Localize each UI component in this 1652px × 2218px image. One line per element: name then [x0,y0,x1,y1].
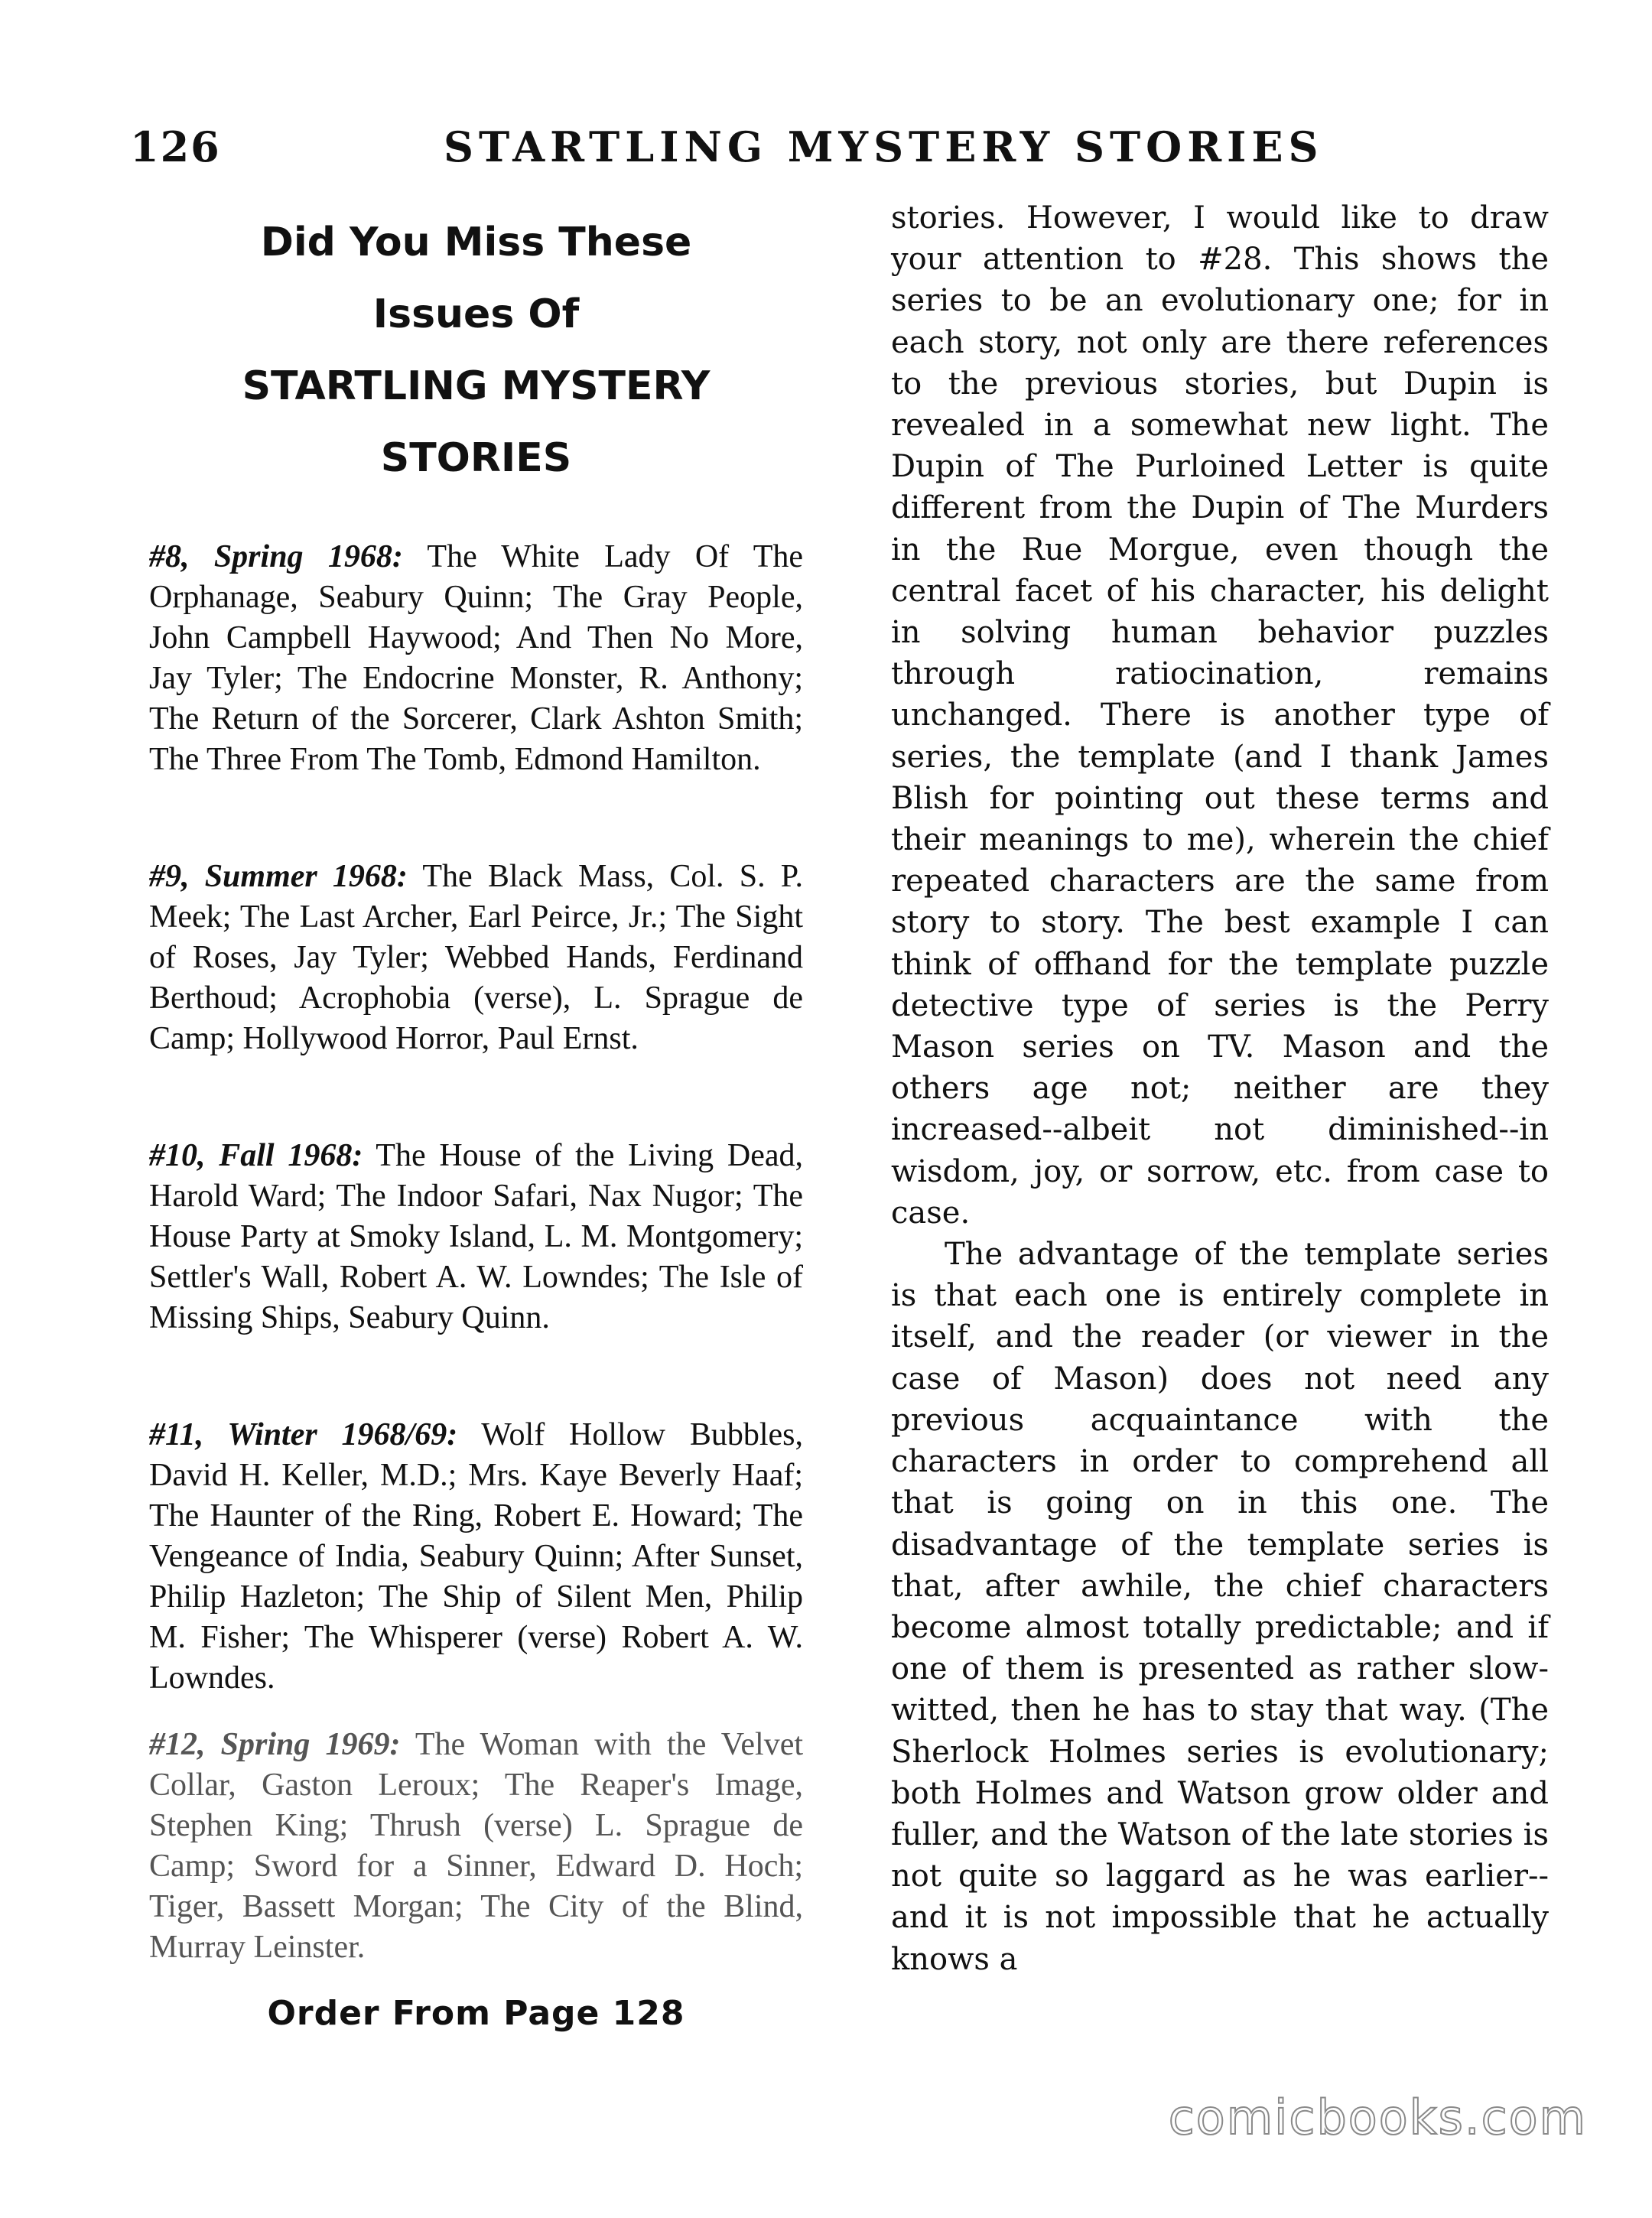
issue-entry-10 [149,1136,803,1338]
page-number: 126 [130,122,221,171]
issue-contents: The Black Mass, Col. S. P. Meek; The Last Archer, Earl Peirce, Jr.; The Sight of Roses, Jay Tyler; Webbed Hands, Ferdinand Berthoud; Acrophobia (verse), L. Sprague de Camp; Hollywood Horror, Paul Ernst. [149,859,803,1056]
ad-title-line: STARTLING MYSTERY [242,363,711,409]
issue-contents: Wolf Hollow Bubbles, David H. Keller, M.D.; Mrs. Kaye Beverly Haaf; The Haunter of the Ring, Robert E. Howard; The Vengeance of India, Seabury Quinn; After Sunset, Philip Hazleton; The Ship of Silent Men, Philip M. Fisher; The Whisperer (verse) Robert A. W. Lowndes. [149,1417,803,1696]
article-paragraph: stories. However, I would like to draw your attention to #28. This shows the series to be an evolutionary one; for in each story, not only are there references to the previous stories, but Dupin is revealed in a somewhat new light. The Dupin of The Purloined Letter is quite different from the Dupin of The Murders in the Rue Morgue, even though the central facet of his character, his delight in solving human behavior puzzles through ratiocination, remains unchanged. There is another type of series, the template (and I thank James Blish for pointing out these terms and their meanings to me), wherein the chief repeated characters are the same from story to story. The best example I can think of offhand for the template puzzle detective type of series is the Perry Mason series on TV. Mason and the others age not; neither are they increased--albeit not diminished--in wisdom, joy, or sorrow, etc. from case to case. [891,200,1549,1231]
article-column [891,197,1549,1980]
issue-contents: The Woman with the Velvet Collar, Gaston Leroux; The Reaper's Image, Stephen King; Thrush (verse) L. Sprague de Camp; Sword for a Sinner, Edward D. Hoch; Tiger, Bassett Morgan; The City of the Blind, Murray Leinster. [149,1727,804,1965]
issue-label: #12, Spring 1969: [149,1727,401,1762]
ad-title-line: Issues Of [372,291,580,337]
issue-label: #10, Fall 1968: [149,1138,363,1173]
issue-list [149,537,803,1968]
watermark-logo: comicbooks.com [1168,2090,1587,2145]
ad-title-line: STORIES [380,435,572,481]
article-paragraph: The advantage of the template series is that each one is entirely complete in itself, and the reader (or viewer in the case of Mason) does not need any previous acquaintance with the characters in order to comprehend all that is going on in this one. The disadvantage of the template series is that, after awhile, the chief characters become almost totally predictable; and if one of them is presented as rather slow-witted, then he has to stay that way. (The Sherlock Holmes series is evolutionary; both Holmes and Watson grow older and fuller, and the Watson of the late stories is not quite so laggard as he was earlier--and it is not impossible that he actually knows a [891,1237,1549,1977]
issue-label: #8, Spring 1968: [149,539,403,574]
issue-entry-8 [149,537,803,780]
issue-entry-11 [149,1415,803,1699]
issue-label: #9, Summer 1968: [149,859,408,894]
issue-label: #11, Winter 1968/69: [149,1417,458,1452]
page-header [130,115,1324,184]
back-issues-ad [149,207,803,2033]
issue-contents: The House of the Living Dead, Harold Ward; The Indoor Safari, Nax Nugor; The House Party at Smoky Island, L. M. Montgomery; Settler's Wall, Robert A. W. Lowndes; The Isle of Missing Ships, Seabury Quinn. [149,1138,803,1335]
issue-contents: The White Lady Of The Orphanage, Seabury Quinn; The Gray People, John Campbell Haywood; And Then No More, Jay Tyler; The Endocrine Monster, R. Anthony; The Return of the Sorcerer, Clark Ashton Smith; The Three From The Tomb, Edmond Hamilton. [149,539,803,777]
ad-title-line: Did You Miss These [260,220,692,265]
running-title: STARTLING MYSTERY STORIES [444,122,1324,171]
issue-entry-9 [149,857,803,1059]
order-note: Order From Page 128 [267,1994,685,2033]
issue-entry-12 [149,1725,803,1968]
